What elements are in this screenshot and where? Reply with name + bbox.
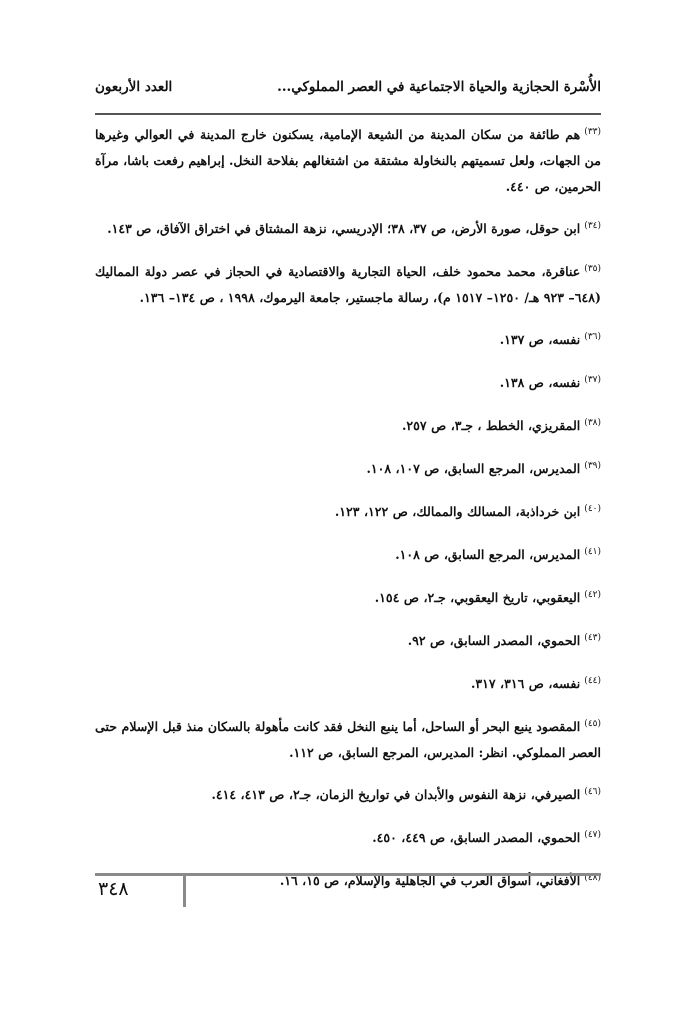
footnote-text: ابن حوقل، صورة الأرض، ص ٣٧، ٣٨؛ الإدريسي، نزهة المشتاق في اختراق الآفاق، ص ١٤٣. xyxy=(107,221,581,236)
footnote-37 xyxy=(95,370,601,396)
footer-divider xyxy=(183,873,186,907)
footnote-number: (٤٢) xyxy=(584,589,601,600)
footnote-number: (٤٨) xyxy=(584,872,601,883)
footnote-text: المديرس، المرجع السابق، ص ١٠٨. xyxy=(395,547,581,562)
footnote-number: (٤٠) xyxy=(584,503,601,514)
footnote-44 xyxy=(95,671,601,697)
footnote-36 xyxy=(95,327,601,353)
footnote-33 xyxy=(95,122,601,200)
footnote-38 xyxy=(95,413,601,439)
footnote-number: (٤٤) xyxy=(584,675,601,686)
footnote-number: (٤٧) xyxy=(584,829,601,840)
footnote-46 xyxy=(95,782,601,808)
footnote-47 xyxy=(95,825,601,851)
footnote-34 xyxy=(95,216,601,242)
footnote-text: اليعقوبي، تاريخ اليعقوبي، جـ٢، ص ١٥٤. xyxy=(374,590,581,605)
footnote-text: ابن خرداذبة، المسالك والممالك، ص ١٢٢، ١٢٣. xyxy=(334,504,581,519)
footnote-number: (٤٥) xyxy=(584,718,601,729)
running-header xyxy=(95,72,601,102)
footnote-text: الحموي، المصدر السابق، ص ٩٢. xyxy=(407,633,581,648)
footnote-text: الأفغاني، أسواق العرب في الجاهلية والإسلام، ص ١٥، ١٦. xyxy=(279,873,581,888)
footnote-text: نفسه، ص ١٣٧. xyxy=(499,332,581,347)
footnote-number: (٣٩) xyxy=(584,460,601,471)
footnote-number: (٣٦) xyxy=(584,331,601,342)
footnote-text: المقريزي، الخطط ، جـ٣، ص ٢٥٧. xyxy=(402,418,581,433)
footnote-35 xyxy=(95,259,601,311)
footnote-number: (٤١) xyxy=(584,546,601,557)
header-title: الأُسْرة الحجازية والحياة الاجتماعية في العصر المملوكي... xyxy=(277,79,601,95)
footnote-text: الصيرفي، نزهة النفوس والأبدان في تواريخ الزمان، جـ٢، ص ٤١٣، ٤١٤. xyxy=(211,787,581,802)
footnote-text: هم طائفة من سكان المدينة من الشيعة الإمامية، يسكنون خارج المدينة في العوالي وغيرها من الجهات، ولعل تسميتهم بالنخاولة مشتقة من اشتغالهم بفلاحة النخل. إبراهيم رفعت باشا، مرآة الحرمين، ص ٤٤٠. xyxy=(95,127,601,194)
footnote-40 xyxy=(95,499,601,525)
footnote-text: نفسه، ص ٣١٦، ٣١٧. xyxy=(470,676,581,691)
footnote-45 xyxy=(95,714,601,766)
footnotes-list xyxy=(95,122,601,911)
page-number: ٣٤٨ xyxy=(98,878,129,900)
header-rule xyxy=(95,113,601,115)
footnote-text: نفسه، ص ١٣٨. xyxy=(499,375,581,390)
footnote-number: (٣٣) xyxy=(584,126,601,137)
footnote-41 xyxy=(95,542,601,568)
footnote-number: (٤٣) xyxy=(584,632,601,643)
footnote-text: المقصود ينبع البحر أو الساحل، أما ينبع النخل فقد كانت مأهولة بالسكان منذ قبل الإسلام حتى العصر المملوكي. انظر: المديرس، المرجع السابق، ص ١١٢. xyxy=(95,719,601,760)
footnote-text: عناقرة، محمد محمود خلف، الحياة التجارية والاقتصادية في الحجاز في عصر دولة المماليك (٦٤٨– ٩٢٣ هـ/ ١٢٥٠– ١٥١٧ م)، رسالة ماجستير، جامعة اليرموك، ١٩٩٨ ، ص ١٣٤– ١٣٦. xyxy=(95,264,601,305)
footnote-number: (٤٦) xyxy=(584,786,601,797)
footnote-43 xyxy=(95,628,601,654)
footnote-39 xyxy=(95,456,601,482)
footnote-text: المديرس، المرجع السابق، ص ١٠٧، ١٠٨. xyxy=(366,461,581,476)
footnote-42 xyxy=(95,585,601,611)
footnote-number: (٣٧) xyxy=(584,374,601,385)
footnote-number: (٣٤) xyxy=(584,220,601,231)
header-issue: العدد الأربعون xyxy=(95,79,173,95)
footnote-text: الحموي، المصدر السابق، ص ٤٤٩، ٤٥٠. xyxy=(372,830,581,845)
footnote-number: (٣٨) xyxy=(584,417,601,428)
footnote-number: (٣٥) xyxy=(584,263,601,274)
